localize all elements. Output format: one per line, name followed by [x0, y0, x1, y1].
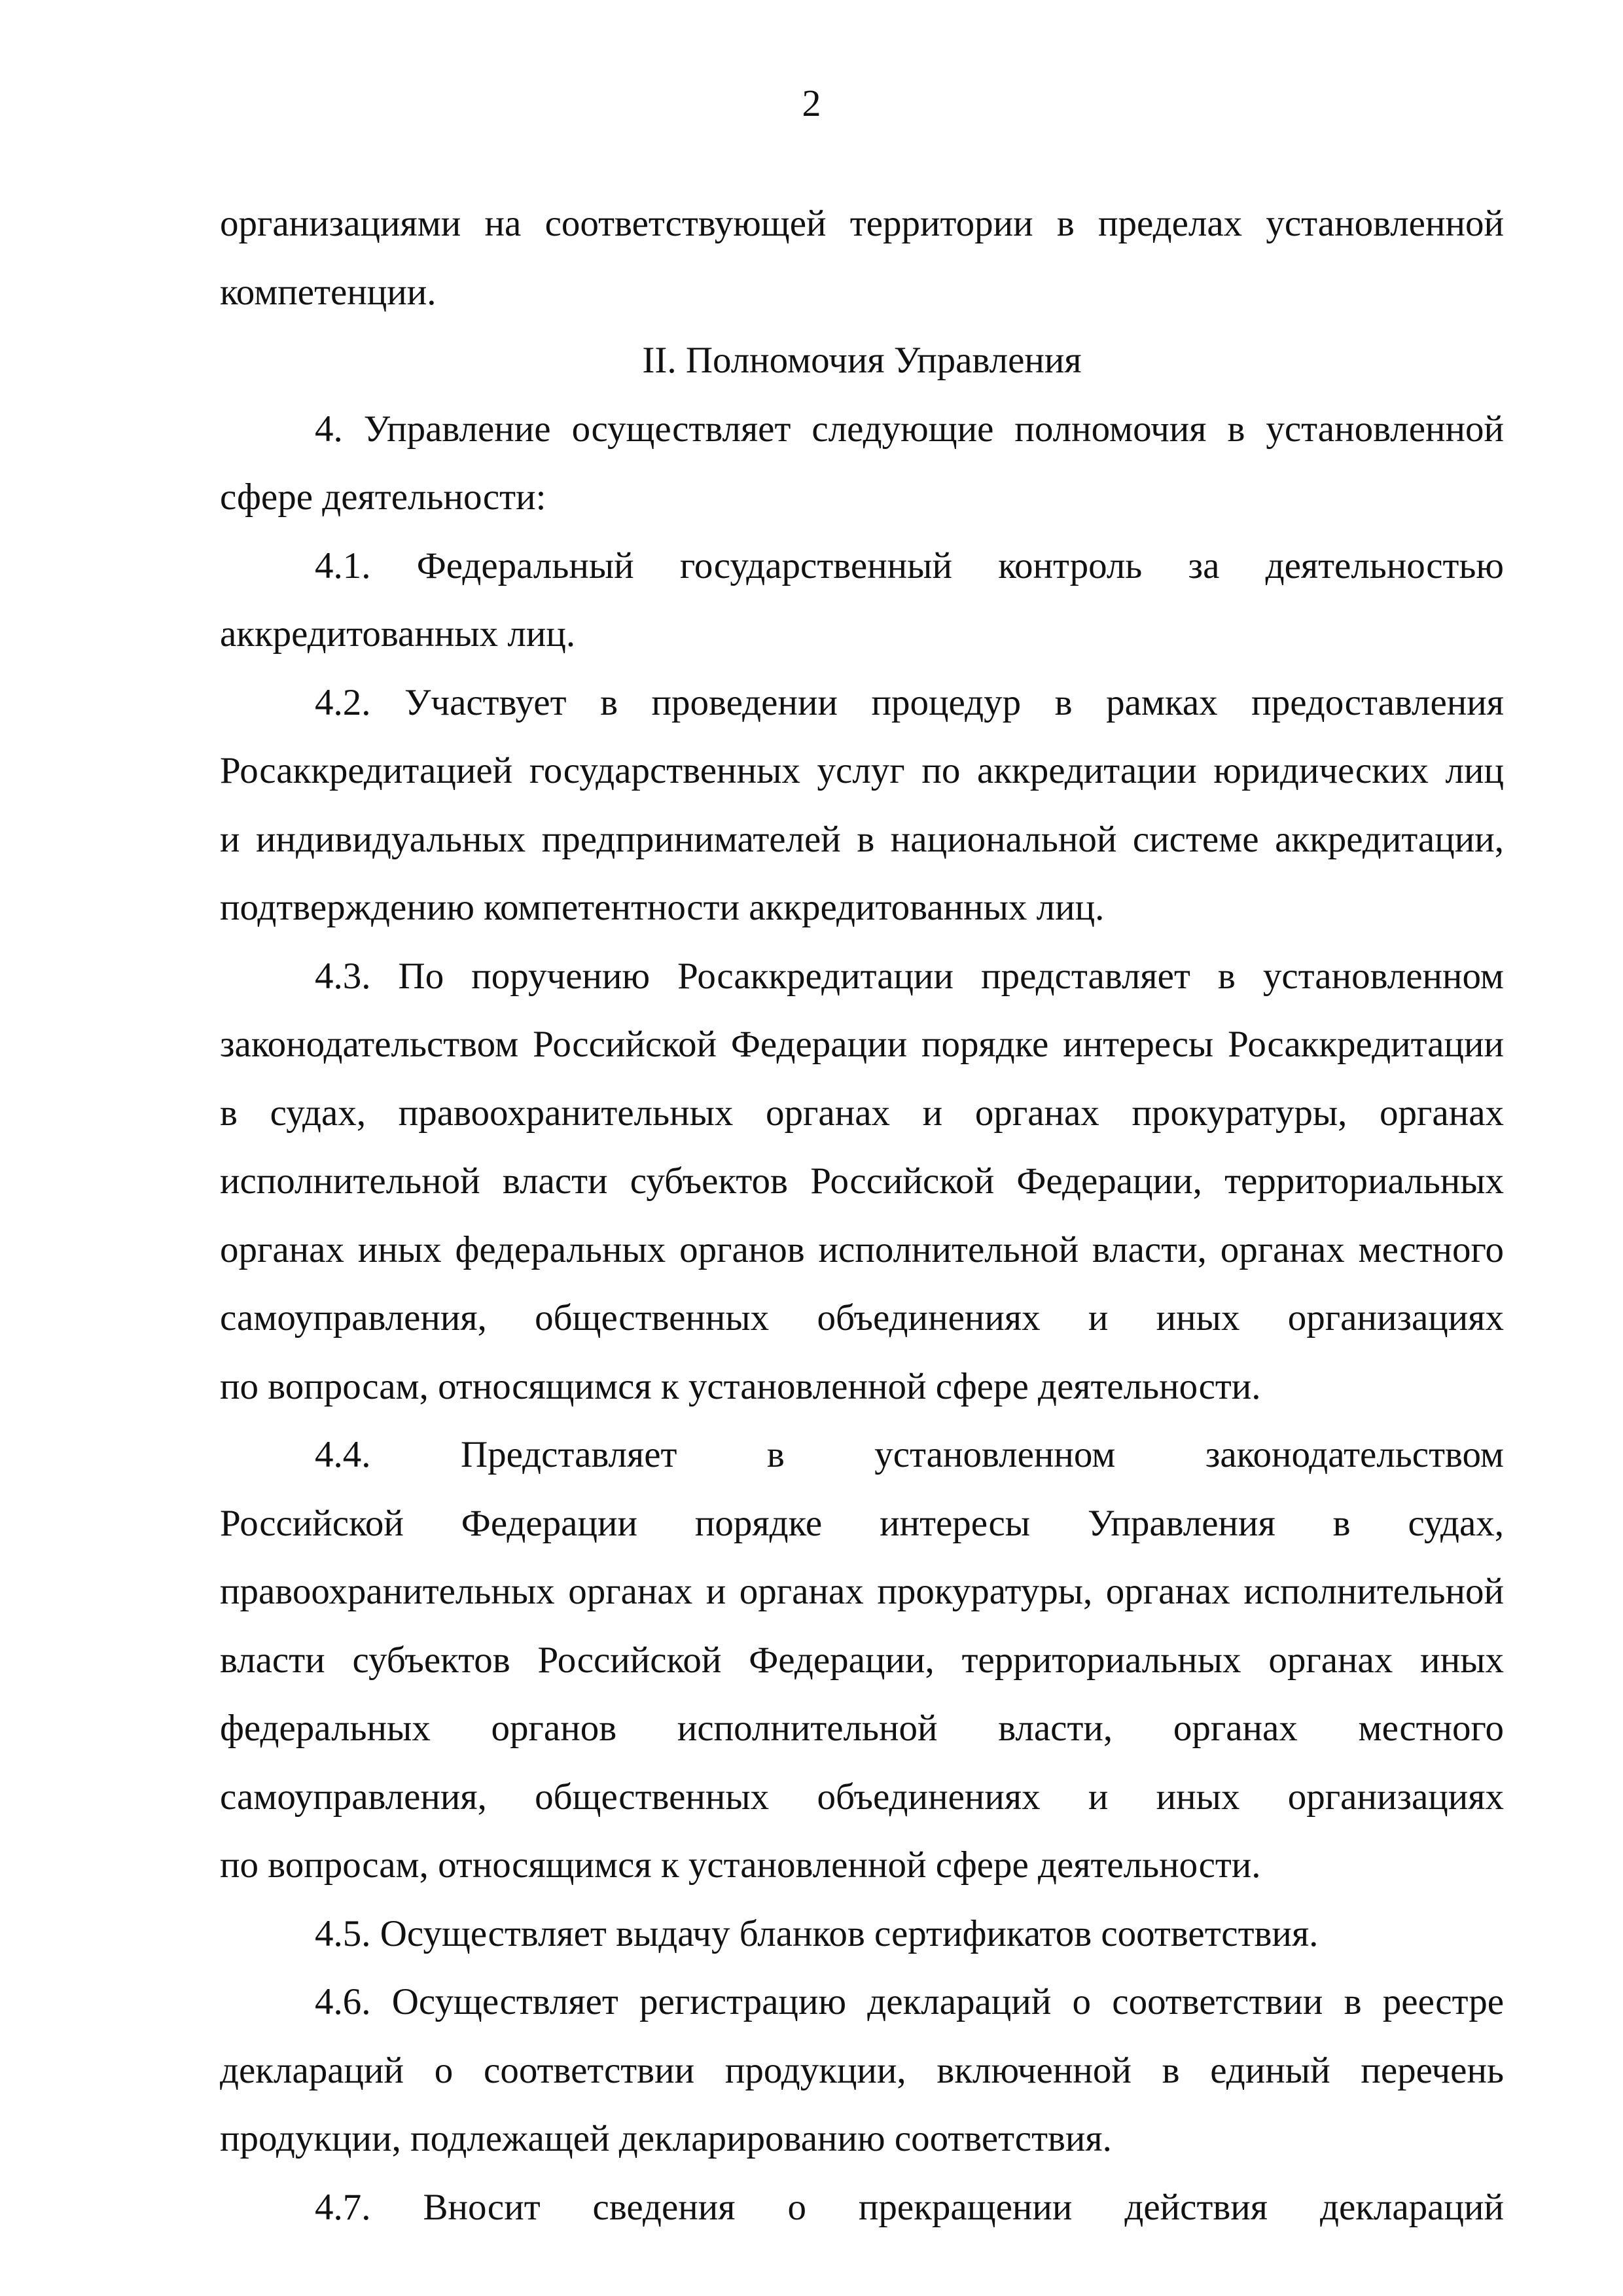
text-line: и индивидуальных предпринимателей в национальной системе аккредитации, [220, 818, 1504, 860]
page-number: 2 [802, 82, 821, 124]
text-line: в судах, правоохранительных органах и органах прокуратуры, органах [220, 1092, 1504, 1134]
text-line: 4. Управление осуществляет следующие полномочия в установленной [315, 408, 1504, 450]
text-line: 4.4. Представляет в установленном законодательством [315, 1434, 1504, 1475]
text-line: деклараций о соответствии продукции, включенной в единый перечень [220, 2049, 1504, 2091]
section-heading: II. Полномочия Управления [642, 340, 1082, 381]
text-line: сфере деятельности: [220, 476, 546, 518]
text-line: 4.6. Осуществляет регистрацию деклараций о соответствии в реестре [315, 1981, 1504, 2022]
text-line: 4.1. Федеральный государственный контроль за деятельностью [315, 545, 1504, 586]
text-line: организациями на соответствующей территории в пределах установленной [220, 203, 1504, 244]
text-line: органах иных федеральных органов исполнительной власти, органах местного [220, 1229, 1504, 1270]
text-line: законодательством Российской Федерации порядке интересы Росаккредитации [220, 1024, 1504, 1065]
text-line: Росаккредитацией государственных услуг по аккредитации юридических лиц [220, 750, 1504, 791]
text-line: 4.2. Участвует в проведении процедур в рамках предоставления [315, 681, 1504, 723]
text-line: 4.7. Вносит сведения о прекращении действия деклараций [315, 2186, 1504, 2228]
text-line: подтверждению компетентности аккредитованных лиц. [220, 887, 1105, 928]
text-line: Российской Федерации порядке интересы Управления в судах, [220, 1502, 1504, 1544]
text-line: власти субъектов Российской Федерации, территориальных органах иных [220, 1639, 1504, 1681]
text-line: 4.5. Осуществляет выдачу бланков сертификатов соответствия. [315, 1912, 1319, 1954]
text-line: продукции, подлежащей декларированию соответствия. [220, 2118, 1112, 2159]
text-line: по вопросам, относящимся к установленной сфере деятельности. [220, 1365, 1261, 1407]
text-line: исполнительной власти субъектов Российской Федерации, территориальных [220, 1160, 1504, 1202]
text-line: аккредитованных лиц. [220, 613, 576, 655]
text-line: 4.3. По поручению Росаккредитации представляет в установленном [315, 955, 1504, 997]
text-line: федеральных органов исполнительной власти, органах местного [220, 1708, 1504, 1749]
text-line: правоохранительных органах и органах прокуратуры, органах исполнительной [220, 1571, 1504, 1612]
document-body [220, 190, 1504, 2242]
text-line: самоуправления, общественных объединениях и иных организациях [220, 1297, 1504, 1338]
text-line: компетенции. [220, 271, 437, 313]
text-line: по вопросам, относящимся к установленной сфере деятельности. [220, 1844, 1261, 1886]
text-line: самоуправления, общественных объединениях и иных организациях [220, 1776, 1504, 1818]
